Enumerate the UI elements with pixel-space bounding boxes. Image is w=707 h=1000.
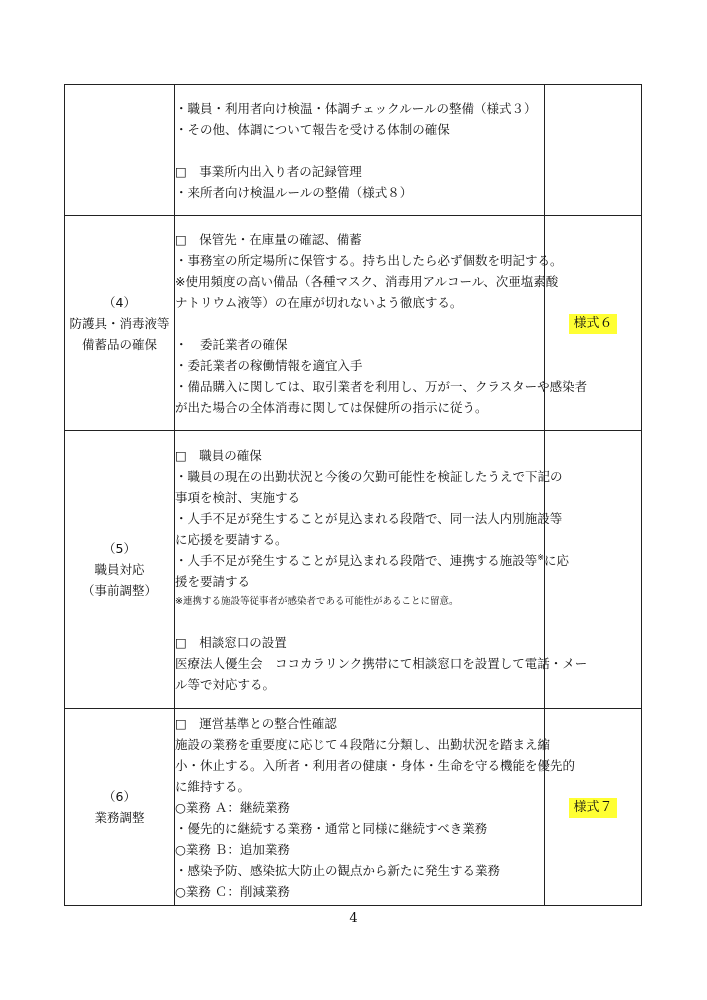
blank-line bbox=[175, 140, 544, 161]
table-row-3 bbox=[65, 85, 642, 216]
text-line: □ 職員の確保 bbox=[175, 447, 262, 463]
row-label-empty bbox=[65, 85, 175, 216]
text-line: 小・休止する。入所者・利用者の健康・身体・生命を守る機能を優先的 bbox=[175, 757, 576, 773]
table-row-5 bbox=[65, 431, 642, 709]
row-ref-empty bbox=[545, 85, 642, 216]
text-line: ・来所者向け検温ルールの整備（様式８） bbox=[175, 184, 413, 200]
text-span: ・人手不足が発生することが見込まれる段階で、連携する施設等 bbox=[175, 552, 538, 568]
row-number: （5） bbox=[103, 541, 136, 556]
row-label bbox=[65, 431, 175, 709]
footnote-text: ※連携する施設等従事者が感染者である可能性があることに留意。 bbox=[175, 595, 459, 607]
row-number: （4） bbox=[103, 294, 136, 310]
row-content bbox=[175, 431, 588, 709]
row-ref bbox=[545, 709, 642, 906]
row-title: 防護具・消毒液等 bbox=[69, 315, 170, 331]
text-line: に応援を要請する。 bbox=[175, 531, 288, 547]
text-line: ※使用頻度の高い備品（各種マスク、消毒用アルコール、次亜塩素酸 bbox=[175, 273, 559, 289]
row-label bbox=[65, 709, 175, 906]
text-line: ・人手不足が発生することが見込まれる段階で、同一法人内別施設等 bbox=[175, 510, 563, 526]
text-line: ・委託業者の稼働情報を適宜入手 bbox=[175, 357, 363, 373]
footnote-mark: ※ bbox=[537, 552, 544, 562]
text-line: ・職員・利用者向け検温・体調チェックルールの整備（様式３） bbox=[175, 100, 537, 116]
text-line: ・優先的に継続する業務・通常と同様に継続すべき業務 bbox=[175, 820, 488, 836]
text-line: 援を要請する bbox=[175, 573, 251, 589]
form-reference-badge: 様式６ bbox=[569, 314, 616, 334]
text-line: ル等で対応する。 bbox=[175, 676, 276, 692]
text-line: ナトリウム液等）の在庫が切れないよう徹底する。 bbox=[175, 294, 463, 310]
text-line: ○業務 Ａ：継続業務 bbox=[175, 799, 290, 815]
form-reference-badge: 様式７ bbox=[569, 798, 616, 818]
text-line: □ 相談窓口の設置 bbox=[175, 634, 287, 650]
text-line: ・備品購入に関しては、取引業者を利用し、万が一、クラスターや感染者 bbox=[175, 378, 588, 394]
row-content bbox=[175, 85, 545, 216]
row-title: 職員対応 bbox=[94, 562, 145, 577]
text-line: ・職員の現在の出勤状況と今後の欠勤可能性を検証したうえで下記の bbox=[175, 468, 563, 484]
text-line: 事項を検討、実施する bbox=[175, 489, 301, 505]
table-row-4 bbox=[65, 216, 642, 431]
row-content bbox=[175, 709, 576, 906]
row-title: 業務調整 bbox=[94, 810, 145, 825]
text-line: 医療法人優生会 ココカラリンク携帯にて相談窓口を設置して電話・メー bbox=[175, 655, 588, 671]
row-ref bbox=[545, 216, 642, 431]
page-number: 4 bbox=[349, 911, 358, 926]
text-line: ・感染予防、感染拡大防止の観点から新たに発生する業務 bbox=[175, 862, 501, 878]
bcp-table bbox=[64, 84, 642, 906]
text-line: が出た場合の全体消毒に関しては保健所の指示に従う。 bbox=[175, 399, 488, 415]
text-line: ○業務 Ｂ：追加業務 bbox=[175, 841, 290, 857]
text-line: ○業務 Ｃ：削減業務 bbox=[175, 883, 290, 899]
row-label bbox=[65, 216, 175, 431]
text-line: □ 運営基準との整合性確認 bbox=[175, 715, 337, 731]
row-title: 備蓄品の確保 bbox=[81, 336, 157, 352]
text-line: ・事務室の所定場所に保管する。持ち出したら必ず個数を明記する。 bbox=[175, 252, 563, 268]
text-line: ・ 委託業者の確保 bbox=[175, 336, 288, 352]
row-content bbox=[175, 216, 588, 431]
text-line: □ 事業所内出入り者の記録管理 bbox=[175, 163, 362, 179]
text-line: 施設の業務を重要度に応じて４段階に分類し、出勤状況を踏まえ縮 bbox=[175, 736, 551, 752]
text-line: に維持する。 bbox=[175, 778, 251, 794]
row-number: （6） bbox=[103, 789, 136, 804]
table-row-6 bbox=[65, 709, 642, 906]
text-span: に応 bbox=[543, 552, 569, 568]
text-line: ・その他、体調について報告を受ける体制の確保 bbox=[175, 121, 450, 137]
blank-line bbox=[175, 611, 544, 632]
blank-line bbox=[175, 313, 544, 334]
text-line bbox=[175, 550, 569, 571]
row-title: （事前調整） bbox=[81, 583, 157, 598]
text-line: □ 保管先・在庫量の確認、備蓄 bbox=[175, 231, 362, 247]
